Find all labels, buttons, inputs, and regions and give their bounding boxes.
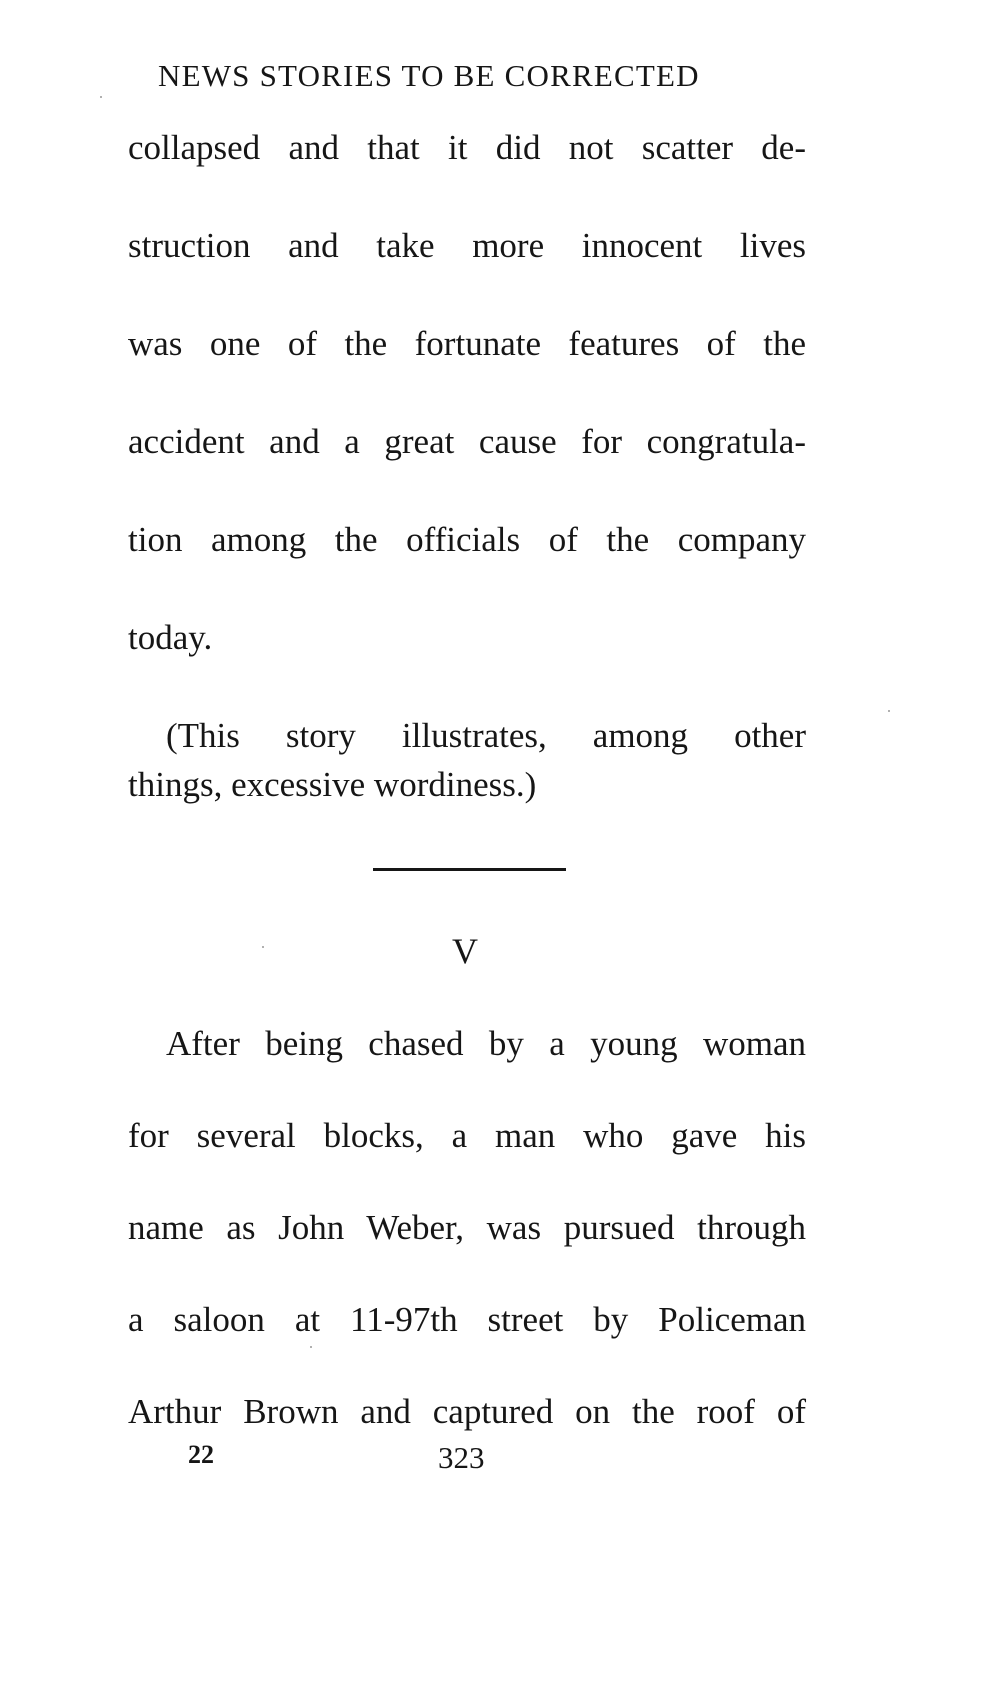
scan-speck xyxy=(100,96,102,98)
section-line-4: a saloon at 11-97th street by Policeman xyxy=(128,1300,806,1339)
section-numeral: V xyxy=(452,931,478,971)
story-line-3: was one of the fortunate features of the xyxy=(128,324,806,363)
section-divider xyxy=(373,868,566,871)
scan-speck xyxy=(262,946,264,948)
note-line-1: (This story illustrates, among other xyxy=(166,716,806,755)
scan-speck xyxy=(888,710,890,712)
story-line-1: collapsed and that it did not scatter de- xyxy=(128,128,806,167)
story-line-6: today. xyxy=(128,618,213,657)
running-head: NEWS STORIES TO BE CORRECTED xyxy=(158,58,700,93)
story-line-4: accident and a great cause for congratula- xyxy=(128,422,806,461)
section-line-3: name as John Weber, was pursued through xyxy=(128,1208,806,1247)
page-number: 323 xyxy=(438,1440,485,1475)
scan-speck xyxy=(310,1346,312,1348)
signature-mark: 22 xyxy=(188,1440,214,1469)
section-line-5: Arthur Brown and captured on the roof of xyxy=(128,1392,806,1431)
story-line-2: struction and take more innocent lives xyxy=(128,226,806,265)
section-line-2: for several blocks, a man who gave his xyxy=(128,1116,806,1155)
story-line-5: tion among the officials of the company xyxy=(128,520,806,559)
section-line-1: After being chased by a young woman xyxy=(166,1024,806,1063)
note-line-2: things, excessive wordiness.) xyxy=(128,765,537,804)
